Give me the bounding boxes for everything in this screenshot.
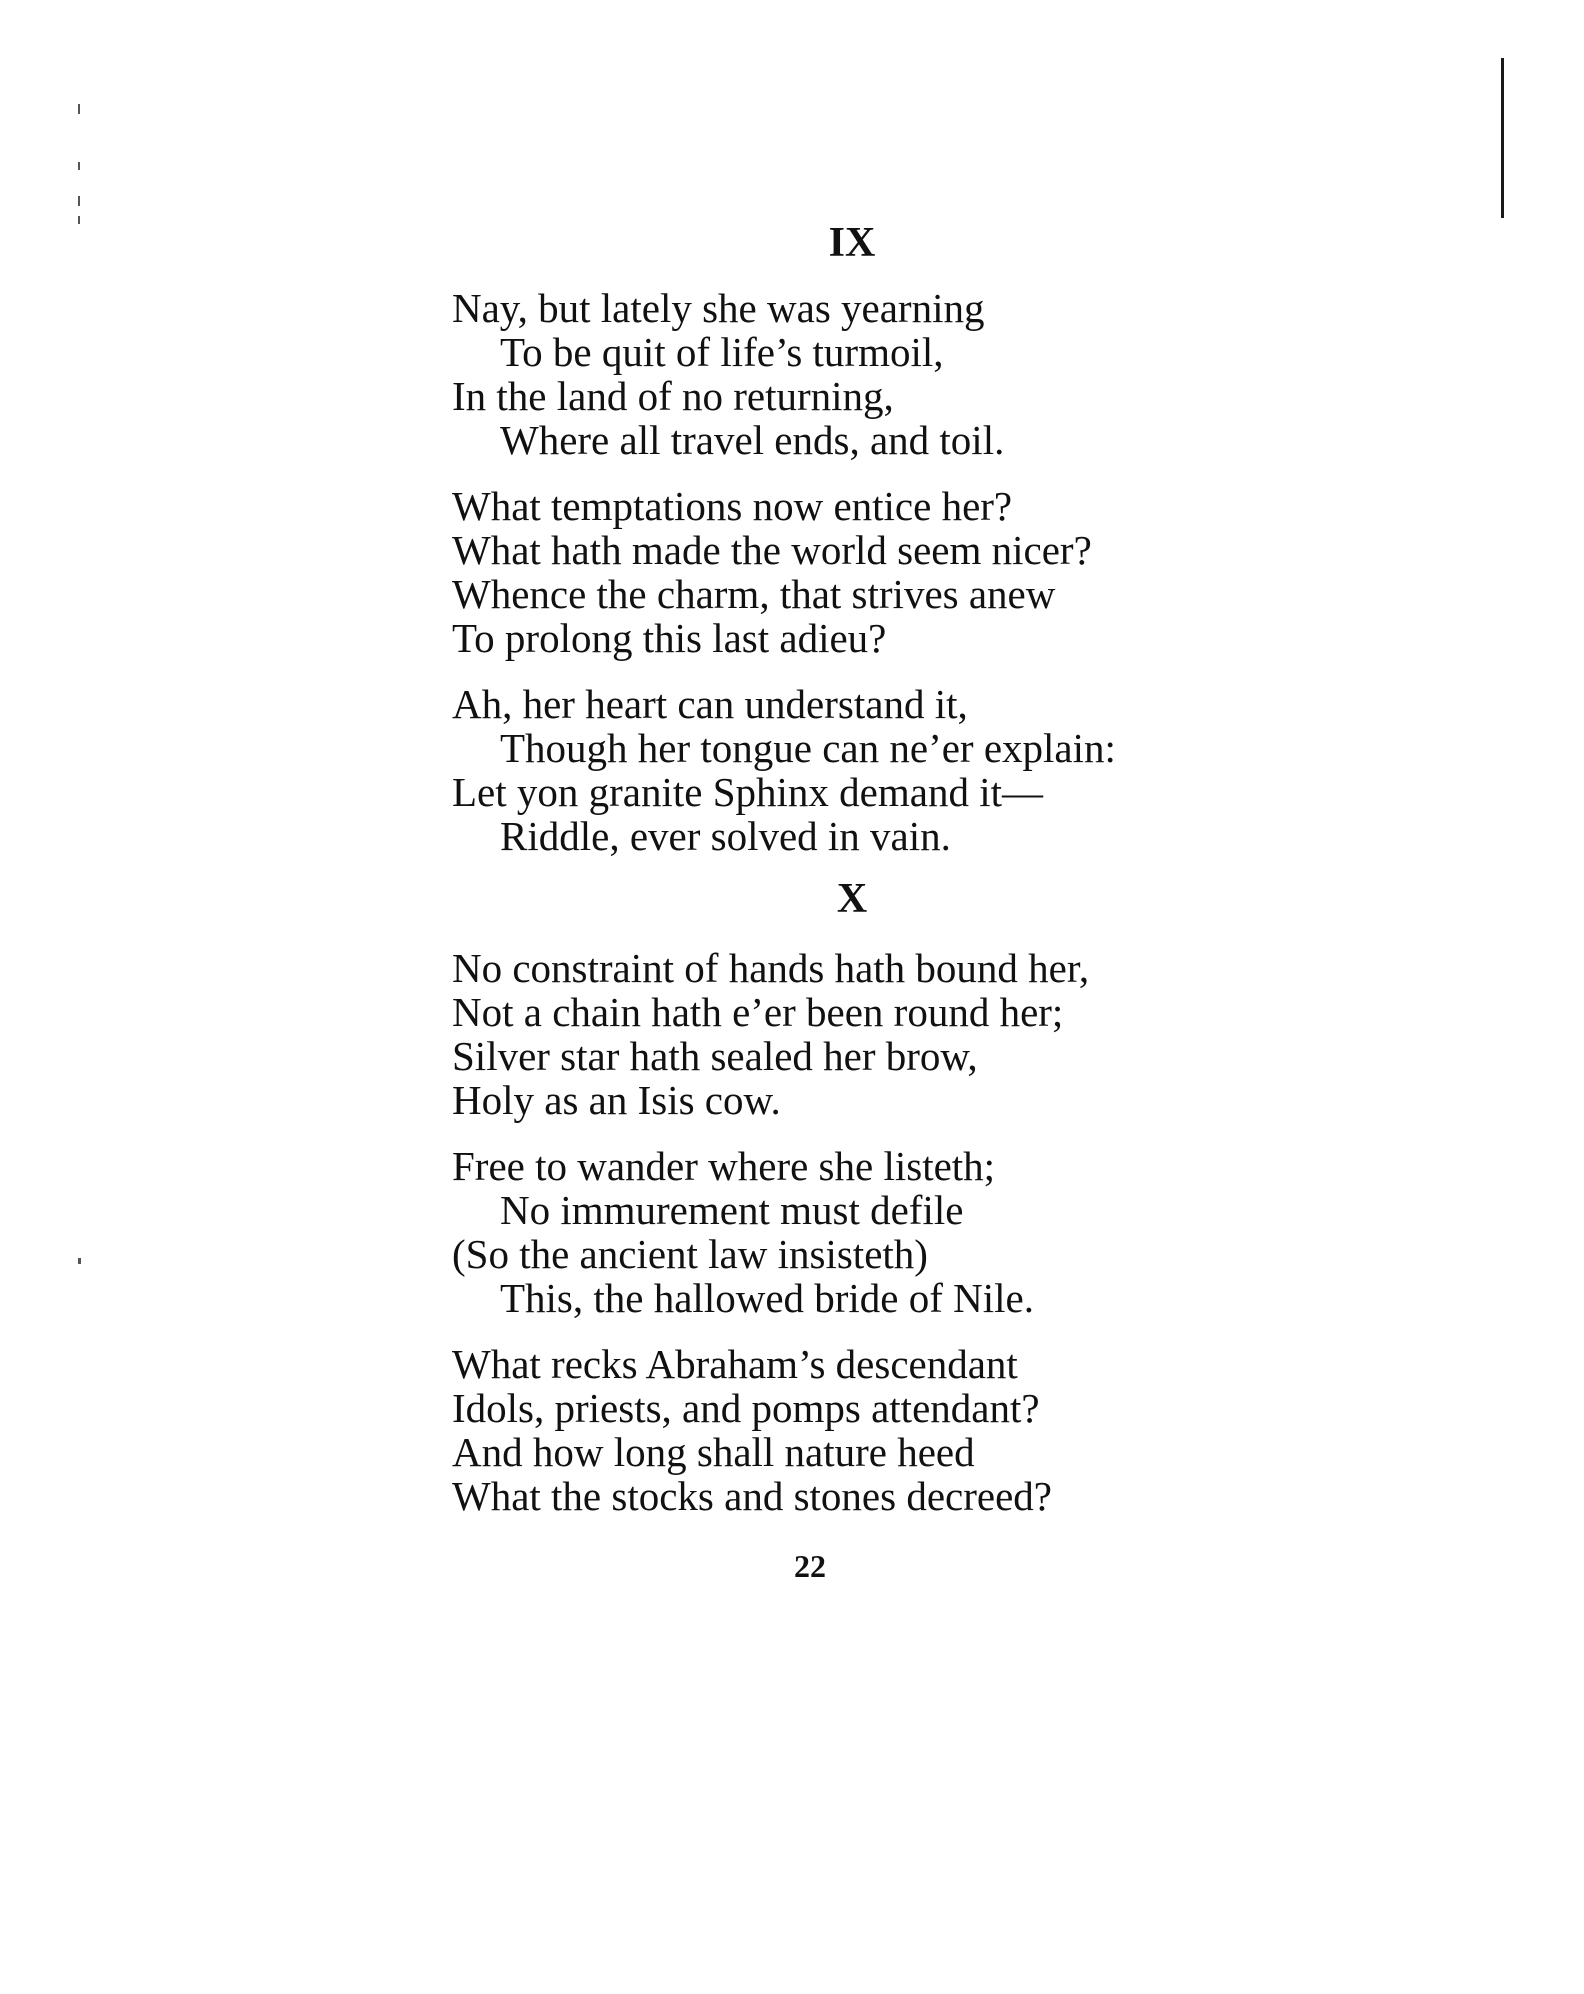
poem-line: Nay, but lately she was yearning — [452, 285, 985, 331]
page-edge-rule — [1501, 58, 1504, 218]
poem-line: What temptations now entice her? — [452, 483, 1013, 529]
poem-line: Idols, priests, and pomps attendant? — [452, 1385, 1040, 1431]
scan-speck — [78, 104, 80, 114]
stanza — [452, 682, 1272, 858]
stanza — [452, 484, 1272, 660]
poem-text — [452, 222, 1272, 1518]
poem-section-x — [452, 878, 1272, 1518]
poem-line: This, the hallowed bride of Nile. — [500, 1275, 1035, 1321]
poem-line: Where all travel ends, and toil. — [500, 417, 1005, 463]
stanza — [452, 286, 1272, 462]
poem-line: What the stocks and stones decreed? — [452, 1473, 1052, 1519]
poem-line: What hath made the world seem nicer? — [452, 527, 1092, 573]
poem-line: Though her tongue can ne’er explain: — [500, 725, 1116, 771]
poem-section-ix — [452, 222, 1272, 858]
scan-speck — [78, 196, 80, 206]
page-number: 22 — [794, 1548, 826, 1584]
stanza — [452, 1144, 1272, 1320]
poem-line: Riddle, ever solved in vain. — [500, 813, 951, 859]
poem-line: And how long shall nature heed — [452, 1429, 975, 1475]
stanza — [452, 1342, 1272, 1518]
scan-speck — [78, 162, 80, 170]
stanza — [452, 946, 1272, 1122]
poem-line: Holy as an Isis cow. — [452, 1077, 781, 1123]
section-heading: X — [836, 876, 868, 922]
poem-line: Silver star hath sealed her brow, — [452, 1033, 978, 1079]
poem-line: Whence the charm, that strives anew — [452, 571, 1056, 617]
poem-line: What recks Abraham’s descendant — [452, 1341, 1018, 1387]
poem-line: To be quit of life’s turmoil, — [500, 329, 944, 375]
poem-line: (So the ancient law insisteth) — [452, 1231, 928, 1277]
poem-line: No constraint of hands hath bound her, — [452, 945, 1090, 991]
poem-line: Let yon granite Sphinx demand it— — [452, 769, 1043, 815]
scan-speck — [78, 1258, 81, 1264]
poem-line: No immurement must defile — [500, 1187, 964, 1233]
section-heading: IX — [828, 220, 876, 266]
poem-line: Not a chain hath e’er been round her; — [452, 989, 1064, 1035]
scan-speck — [78, 216, 80, 224]
poem-line: To prolong this last adieu? — [452, 615, 887, 661]
poem-line: In the land of no returning, — [452, 373, 894, 419]
poem-line: Free to wander where she listeth; — [452, 1143, 996, 1189]
poem-line: Ah, her heart can understand it, — [452, 681, 968, 727]
